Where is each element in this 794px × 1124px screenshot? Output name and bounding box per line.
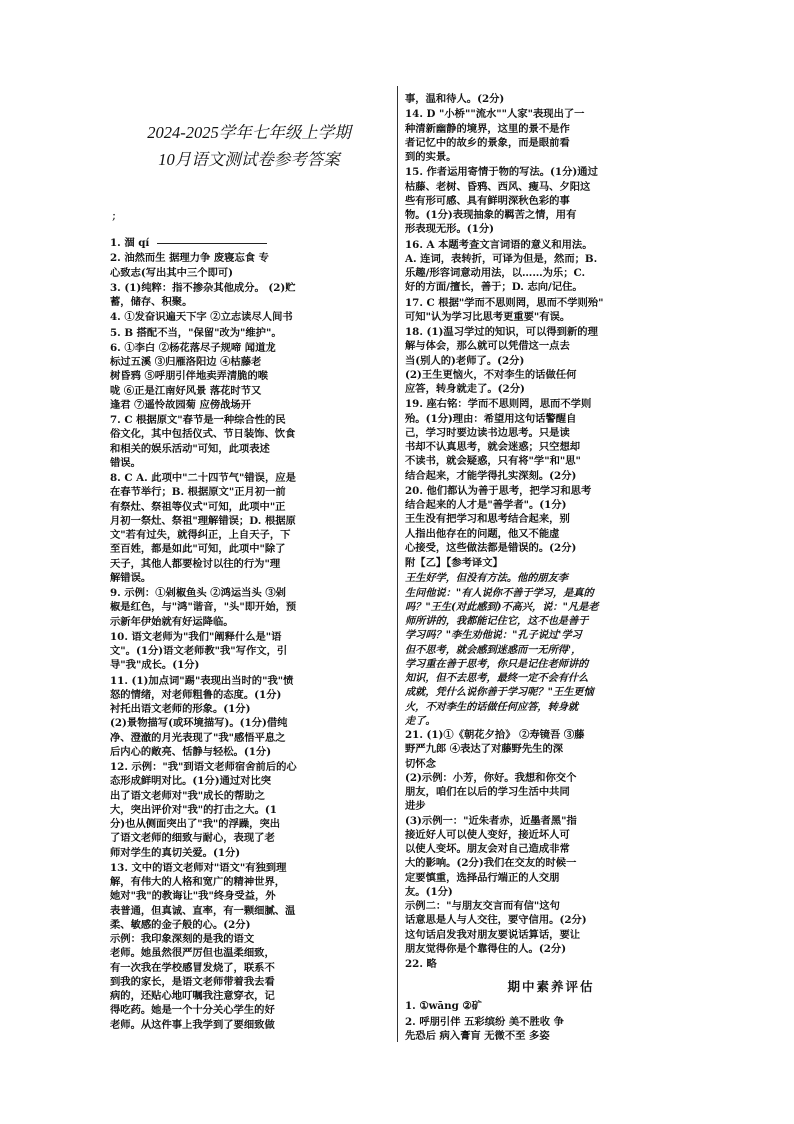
midterm-item-2: 2. 呼朋引伴 五彩缤纷 美不胜收 争 先恐后 病入膏肓 无微不至 多姿 xyxy=(405,1015,564,1042)
title-line-1: 2024-2025学年七年级上学期 xyxy=(147,123,351,142)
answer-item-13: 13. 文中的语文老师对"语文"有独到理 解，有伟大的人格和宽广的精神世界， 她对"我"的教诲让"我"终身受益，外 表普通，但真诚、直率，有一颗细腻、温 柔、敏感的金子般的心。(2分) 示例：我印象深刻的是我的语文 老师。她虽然很严厉但也温柔细致， 有一次我在学校感冒发烧了，联系不 到我的家长，是语文老师带着我去看 病的，还贴心地叮嘱我注意穿衣，记 得吃药。她是一个十分关心学生的好 老师。从这件事上我学到了要细致做 xyxy=(110,861,296,1031)
answer-item-10: 10. 语文老师为"我们"阐释什么是"语 文"。(1分)语文老师教"我"写作文，引 导"我"成长。(1分) xyxy=(110,630,288,672)
answer-item-21: 21. (1)①《朝花夕拾》 ②寿镜吾 ③藤 野严九郎 ④表达了对藤野先生的深 切怀念 (2)示例：小芳，你好。我想和你交个 朋友，咱们在以后的学习生活中共同 进步 (3)示例一："近朱者赤，近墨者黑"指 接近好人可以使人变好，接近坏人可 以使人变坏。朋友会对自己造成非常 大的影响。(2分)我们在交友的时候一 定要慎重，选择品行端正的人交朋 友。(1分) 示例二："与朋友交言而有信"这句 话意思是人与人交往，要守信用。(2分) 这句话启发我对朋友要说话算话，要让 朋友觉得你是个靠得住的人。(2分) xyxy=(405,729,587,955)
answer-item-16: 16. A 本题考查文言词语的意义和用法。 A. 连词，表转折，可译为但是，然而；B. 乐趣/形容词意动用法，以……为乐；C. 好的方面/擅长，善于；D. 志向/记住。 xyxy=(405,238,598,294)
column-divider xyxy=(397,86,398,1042)
answer-item-2: 2. 油然而生 据理力争 废寝忘食 专 心致志(写出其中三个即可) xyxy=(110,252,269,279)
answer-item-22: 22. 略 xyxy=(405,958,437,970)
answer-item-9: 9. 示例：①剁椒鱼头 ②鸿运当头 ③剁 椒是红色，与"鸿"谐音，"头"即开始，预 示新年伊始就有好运降临。 xyxy=(110,587,297,628)
answer-item-13-end: 事，温和待人。(2分) xyxy=(405,93,505,105)
answer-item-8: 8. C A. 此项中"二十四节气"错误，应是 在春节举行；B. 根据原文"正月初一前 有祭灶、祭祖等仪式"可知，此项中"正 月初一祭灶、祭祖"理解错误；D. 根据原 文"若有过失，就得纠正，上自天子，下 至百姓，都是如此"可知，此项中"除了 天子，其他人都要检讨以往的行为"理 解错误。 xyxy=(110,472,296,584)
answer-sheet xyxy=(100,86,700,1042)
answer-item-12: 12. 示例："我"到语文老师宿舍前后的心 态形成鲜明对比。(1分)通过对比突 出了语文老师对"我"成长的帮助之 大，突出评价对"我"的打击之大。(1 分)也从侧面突出了"我"的浮躁，突出 了语文老师的细致与耐心，表现了老 师对学生的真切关爱。(1分) xyxy=(110,761,297,859)
midterm-item-1: 1. ①wāng ②矿 xyxy=(405,1000,482,1013)
answer-item-14: 14. D "小桥""流水""人家"表现出了一 种清新幽静的境界，这里的景不是作 者记忆中的故乡的景象，而是眼前看 到的实景。 xyxy=(405,108,585,163)
answer-item-19: 19. 座右铭：学而不思则罔，思而不学则 殆。(1分)理由：希望用这句话警醒自 己，学习时要边读书边思考。只是读 书却不认真思考，就会迷惑；只空想却 不读书，就会疑惑，只有将"学"和"思" 结合起来，才能学得扎实深刻。(2分) xyxy=(405,398,592,482)
title-line-2: 10月语文测试卷参考答案 xyxy=(158,150,340,169)
answer-item-11: 11. (1)加点词"踢"表现出当时的"我"愤 怒的情绪，对老师粗鲁的态度。(1分) 衬托出语文老师的形象。(1分) (2)景物描写(或环境描写)。(1分)借纯 净、澄澈的月光表现了"我"感悟平息之 后内心的敞亮、恬静与轻松。(1分) xyxy=(110,674,294,758)
left-column xyxy=(105,86,393,1031)
answer-item-4: 4. ①发奋识遍天下字 ②立志读尽人间书 xyxy=(110,311,293,324)
midterm-heading: 期中素养评估 xyxy=(507,979,595,995)
answer-item-15: 15. 作者运用寄情于物的写法。(1分)通过 枯藤、老树、昏鸦、西风、瘦马、夕阳这 些有形可感、具有鲜明深秋色彩的事 物。(1分)表现抽象的羁苦之情，用有 形表现无形。(1分) xyxy=(405,166,598,236)
answer-item-5: 5. B 搭配不当，"保留"改为"维护"。 xyxy=(110,326,282,339)
left-answer-list xyxy=(110,236,390,1033)
right-answer-list xyxy=(405,92,697,1044)
faded-underline xyxy=(157,242,267,244)
answer-item-1: 1. 涸 qí xyxy=(110,236,390,250)
answer-item-18: 18. (1)温习学过的知识，可以得到新的理 解与体会，那么就可以凭借这一点去 当(别人的)老师了。(2分) (2)王生更恼火，不对李生的话做任何 应答，转身就走了。(2分) xyxy=(405,326,598,395)
answer-item-6: 6. ①李白 ②杨花落尽子规啼 闻道龙 标过五溪 ③归雁洛阳边 ④枯藤老 树昏鸦 ⑤呼朋引伴地卖弄清脆的喉 咙 ⑥正是江南好风景 落花时节又 逢君 ⑦遥怜故园菊 应傍战场开 xyxy=(110,341,276,411)
answer-item-7: 7. C 根据原文"春节是一种综合性的民 俗文化，其中包括仪式、节日装饰、饮食 和相关的娱乐活动"可知，此项表述 错误。 xyxy=(110,414,296,469)
translation-heading: 附【乙】【参考译文】 xyxy=(405,557,503,569)
answer-item-17: 17. C 根据"学而不思则罔，思而不学则殆" 可知"认为学习比思考更重要"有误。 xyxy=(405,296,604,323)
answer-item-3: 3. (1)纯粹：指不掺杂其他成分。 (2)贮 蓄，储存、积聚。 xyxy=(110,281,296,308)
answer-item-20: 20. 他们都认为善于思考，把学习和思考 结合起来的人才是"善学者"。(1分) 王生没有把学习和思考结合起来，别 人指出他存在的问题，他又不能虚 心接受，这些做法都是错误的。(2分) xyxy=(405,484,592,554)
translation-body: 王生好学，但没有方法。他的朋友李 生问他说："有人说你不善于学习，是真的 吗？"王生(对此感到)不高兴，说："凡是老 师所讲的，我都能记住它，这不也是善于 学习吗？"李生劝他说："孔子说过'学习 但不思考，就会感到迷惑而一无所得'， 学习重在善于思考，你只是记住老师讲的 知识，但不去思考，最终一定不会有什么 成就，凭什么说你善于学习呢？"王生更恼 火，不对李生的话做任何应答，转身就 走了。 xyxy=(405,572,599,727)
margin-mark: ; xyxy=(112,208,117,222)
document-title xyxy=(105,119,393,173)
